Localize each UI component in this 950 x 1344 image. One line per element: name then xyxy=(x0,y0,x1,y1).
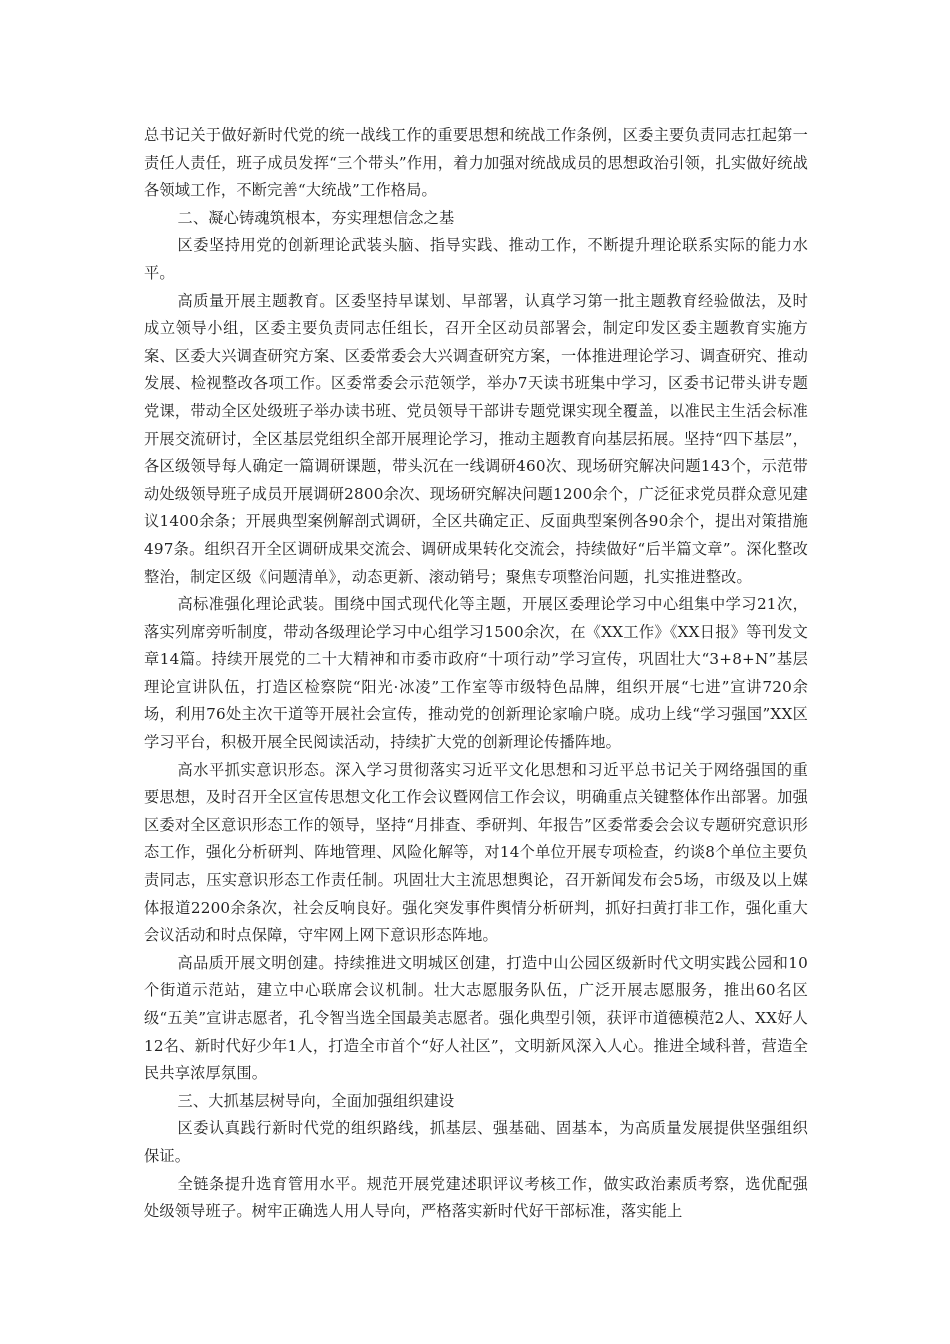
paragraph-theory-armament: 高标准强化理论武装。围绕中国式现代化等主题，开展区委理论学习中心组集中学习21次，落实列席旁听制度，带动各级理论学习中心组学习1500余次，在《XX工作》《XX日报》等刊发文章14篇。持续开展党的二十大精神和市委市政府“十项行动”学习宣传，巩固壮大“3+8+N”基层理论宣讲队伍，打造区检察院“阳光·冰凌”工作室等市级特色品牌，组织开展“七进”宣讲720余场，利用76处主次干道等开展社会宣传，推动党的创新理论家喻户晓。成功上线“学习强国”XX区学习平台，积极开展全民阅读活动，持续扩大党的创新理论传播阵地。 xyxy=(144,595,808,752)
paragraph-civilization-creation: 高品质开展文明创建。持续推进文明城区创建，打造中山公园区级新时代文明实践公园和10个街道示范站，建立中心联席会议机制。壮大志愿服务队伍，广泛开展志愿服务，推出60名区级“五美”宣讲志愿者，孔令智当选全国最美志愿者。强化典型引领，获评市道德模范2人、XX好人12名、新时代好少年1人，打造全市首个“好人社区”，文明新风深入人心。推进全域科普，营造全民共享浓厚氛围。 xyxy=(144,953,808,1083)
paragraph-section-2-intro: 区委坚持用党的创新理论武装头脑、指导实践、推动工作，不断提升理论联系实际的能力水平。 xyxy=(144,236,808,282)
paragraph-united-front-continued: 总书记关于做好新时代党的统一战线工作的重要思想和统战工作条例，区委主要负责同志扛起第一责任人责任，班子成员发挥“三个带头”作用，着力加强对统战成员的思想政治引领，扎实做好统战各领域工作，不断完善“大统战”工作格局。 xyxy=(144,126,808,200)
section-heading-2: 二、凝心铸魂筑根本，夯实理想信念之基 xyxy=(177,208,455,227)
paragraph-ideology: 高水平抓实意识形态。深入学习贯彻落实习近平文化思想和习近平总书记关于网络强国的重要思想，及时召开全区宣传思想文化工作会议暨网信工作会议，明确重点关键整体作出部署。加强区委对全区意识形态工作的领导，坚持“月排查、季研判、年报告”区委常委会会议专题研究意识形态工作，强化分析研判、阵地管理、风险化解等，对14个单位开展专项检查，约谈8个单位主要负责同志，压实意识形态工作责任制。巩固壮大主流思想舆论，召开新闻发布会5场，市级及以上媒体报道2200余条次，社会反响良好。强化突发事件舆情分析研判，抓好扫黄打非工作，强化重大会议活动和时点保障，守牢网上网下意识形态阵地。 xyxy=(144,760,808,945)
document-body xyxy=(144,122,808,1226)
section-heading-3: 三、大抓基层树导向，全面加强组织建设 xyxy=(177,1091,455,1110)
paragraph-theme-education: 高质量开展主题教育。区委坚持早谋划、早部署，认真学习第一批主题教育经验做法，及时成立领导小组，区委主要负责同志任组长，召开全区动员部署会，制定印发区委主题教育实施方案、区委大兴调查研究方案、区委常委会大兴调查研究方案，一体推进理论学习、调查研究、推动发展、检视整改各项工作。区委常委会示范领学，举办7天读书班集中学习，区委书记带头讲专题党课，带动全区处级班子举办读书班、党员领导干部讲专题党课实现全覆盖，以准民主生活会标准开展交流研讨，全区基层党组织全部开展理论学习，推动主题教育向基层拓展。坚持“四下基层”，各区级领导每人确定一篇调研课题，带头沉在一线调研460次、现场研究解决问题143个，示范带动处级领导班子成员开展调研2800余次、现场研究解决问题1200余个，广泛征求党员群众意见建议1400余条；开展典型案例解剖式调研，全区共确定正、反面典型案例各90余个，提出对策措施497条。组织召开全区调研成果交流会、调研成果转化交流会，持续做好“后半篇文章”。深化整改整治，制定区级《问题清单》，动态更新、滚动销号；聚焦专项整治问题，扎实推进整改。 xyxy=(144,291,808,586)
paragraph-section-3-intro: 区委认真践行新时代党的组织路线，抓基层、强基础、固基本，为高质量发展提供坚强组织保证。 xyxy=(144,1119,808,1165)
paragraph-cadre-selection: 全链条提升选育管用水平。规范开展党建述职评议考核工作，做实政治素质考察，选优配强处级领导班子。树牢正确选人用人导向，严格落实新时代好干部标准，落实能上 xyxy=(144,1174,808,1221)
